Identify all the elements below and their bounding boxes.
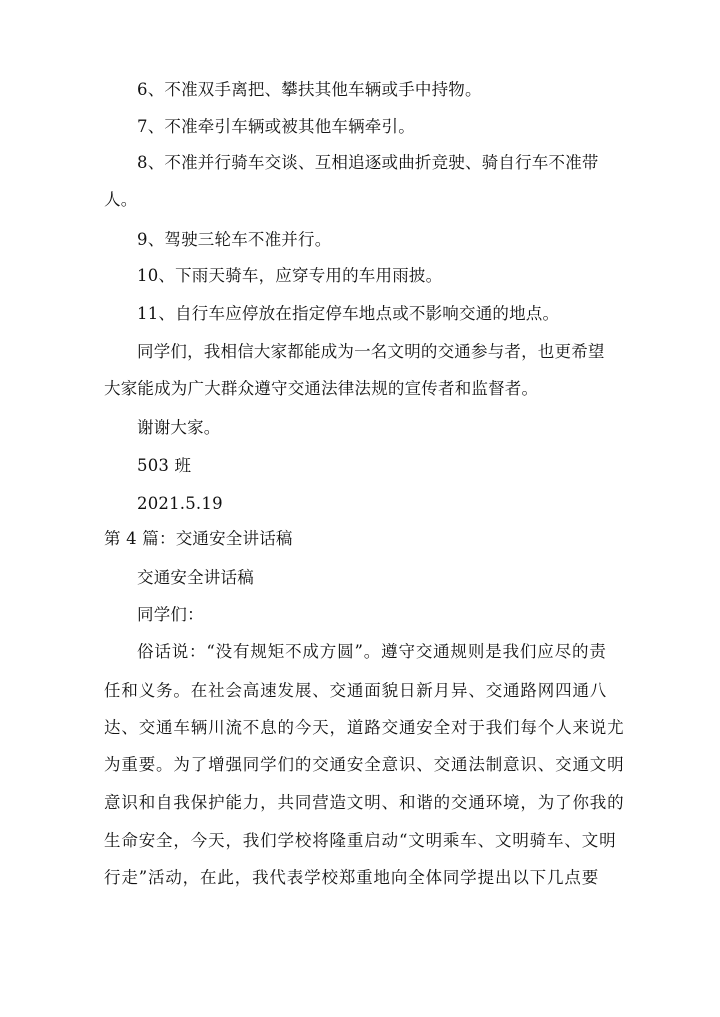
salutation: 同学们：: [137, 605, 204, 624]
rule-8-line-1: 8、不准并行骑车交谈、互相追逐或曲折竞驶、骑自行车不准带: [137, 153, 599, 172]
rule-11: 11、自行车应停放在指定停车地点或不影响交通的地点。: [137, 304, 560, 323]
thanks-line: 谢谢大家。: [137, 418, 221, 437]
speech-paragraph-line-1: 俗话说：“没有规矩不成方圆”。遵守交通规则是我们应尽的责: [137, 642, 607, 661]
date-line: 2021.5.19: [137, 494, 223, 513]
rule-6: 6、不准双手离把、攀扶其他车辆或手中持物。: [137, 80, 482, 99]
rule-9: 9、驾驶三轮车不准并行。: [137, 230, 332, 249]
rule-7: 7、不准牵引车辆或被其他车辆牵引。: [137, 117, 415, 136]
speech-paragraph-line-5: 意识和自我保护能力，共同营造文明、和谐的交通环境，为了你我的: [104, 793, 625, 812]
closing-paragraph-line-2: 大家能成为广大群众遵守交通法律法规的宣传者和监督者。: [104, 379, 539, 398]
speech-paragraph-line-7: 行走”活动，在此，我代表学校郑重地向全体同学提出以下几点要: [104, 868, 600, 887]
speech-title: 交通安全讲话稿: [137, 568, 254, 587]
speech-paragraph-line-2: 任和义务。在社会高速发展、交通面貌日新月异、交通路网四通八: [104, 681, 608, 700]
class-name: 503 班: [137, 456, 192, 475]
section-heading: 第 4 篇：交通安全讲话稿: [104, 529, 293, 548]
speech-paragraph-line-3: 达、交通车辆川流不息的今天，道路交通安全对于我们每个人来说尤: [104, 718, 625, 737]
speech-paragraph-line-4: 为重要。为了增强同学们的交通安全意识、交通法制意识、交通文明: [104, 755, 625, 774]
closing-paragraph-line-1: 同学们，我相信大家都能成为一名文明的交通参与者，也更希望: [137, 342, 605, 361]
speech-paragraph-line-6: 生命安全，今天，我们学校将隆重启动“文明乘车、文明骑车、文明: [104, 831, 617, 850]
rule-8-line-2: 人。: [104, 190, 138, 209]
rule-10: 10、下雨天骑车，应穿专用的车用雨披。: [137, 266, 443, 285]
